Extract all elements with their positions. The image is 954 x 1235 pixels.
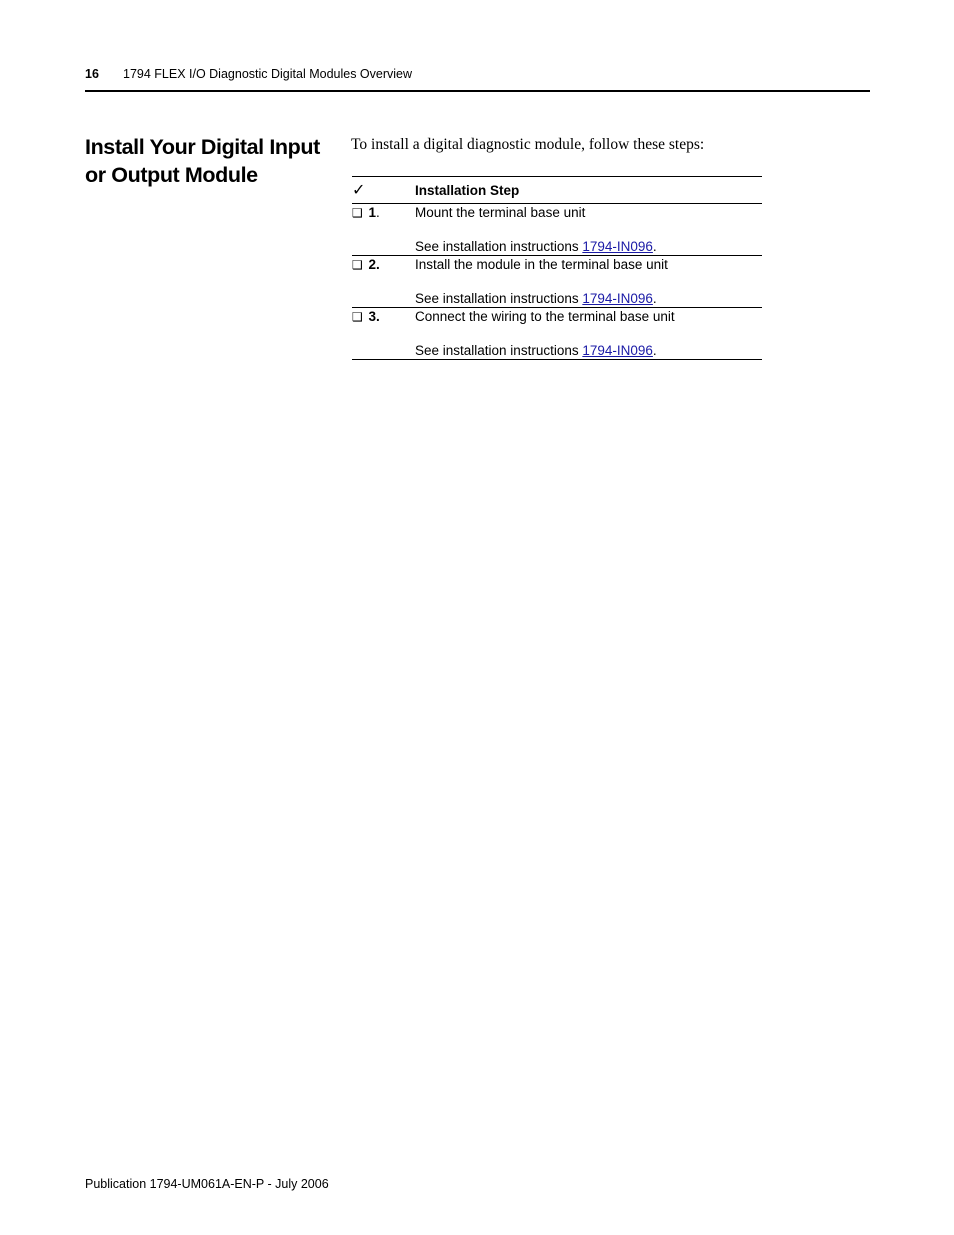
step-reference bbox=[415, 342, 762, 359]
step-number-cell bbox=[352, 256, 415, 308]
step-title: Install the module in the terminal base unit bbox=[415, 257, 668, 272]
reference-text: See installation instructions bbox=[415, 239, 583, 254]
table-row bbox=[352, 256, 762, 308]
step-body-cell bbox=[415, 308, 762, 360]
reference-suffix: . bbox=[652, 239, 657, 254]
page-header bbox=[85, 66, 870, 92]
step-title: Connect the wiring to the terminal base unit bbox=[415, 309, 675, 324]
step-column-header: Installation Step bbox=[415, 182, 520, 198]
step-number: 2. bbox=[368, 257, 380, 272]
step-body-cell bbox=[415, 204, 762, 256]
checkbox-icon[interactable]: ❑ bbox=[352, 206, 363, 220]
step-number: 1 bbox=[368, 205, 377, 220]
step-number: 3. bbox=[368, 309, 380, 324]
section-title: Install Your Digital Input or Output Module bbox=[85, 135, 320, 187]
intro-text: To install a digital diagnostic module, follow these steps: bbox=[351, 136, 705, 153]
page-footer: Publication 1794-UM061A-EN-P - July 2006 bbox=[85, 1177, 329, 1191]
reference-suffix: . bbox=[652, 291, 657, 306]
reference-link[interactable]: 1794-IN096 bbox=[582, 239, 653, 254]
checkbox-icon[interactable]: ❑ bbox=[352, 310, 363, 324]
step-number-cell bbox=[352, 204, 415, 256]
reference-link[interactable]: 1794-IN096 bbox=[582, 343, 653, 358]
step-number-cell bbox=[352, 308, 415, 360]
step-reference bbox=[415, 290, 762, 307]
reference-text: See installation instructions bbox=[415, 343, 583, 358]
step-title: Mount the terminal base unit bbox=[415, 205, 586, 220]
table-header-row bbox=[352, 177, 762, 204]
page-number: 16 bbox=[85, 67, 99, 81]
table-row bbox=[352, 204, 762, 256]
reference-link[interactable]: 1794-IN096 bbox=[582, 291, 653, 306]
reference-text: See installation instructions bbox=[415, 291, 583, 306]
step-body-cell bbox=[415, 256, 762, 308]
step-reference bbox=[415, 238, 762, 255]
step-number-suffix: . bbox=[376, 205, 380, 220]
table-row bbox=[352, 308, 762, 360]
installation-steps-table bbox=[352, 176, 762, 360]
checkbox-icon[interactable]: ❑ bbox=[352, 258, 363, 272]
reference-suffix: . bbox=[652, 343, 657, 358]
running-title: 1794 FLEX I/O Diagnostic Digital Modules Overview bbox=[123, 67, 413, 81]
check-column-header: ✓ bbox=[352, 181, 366, 199]
